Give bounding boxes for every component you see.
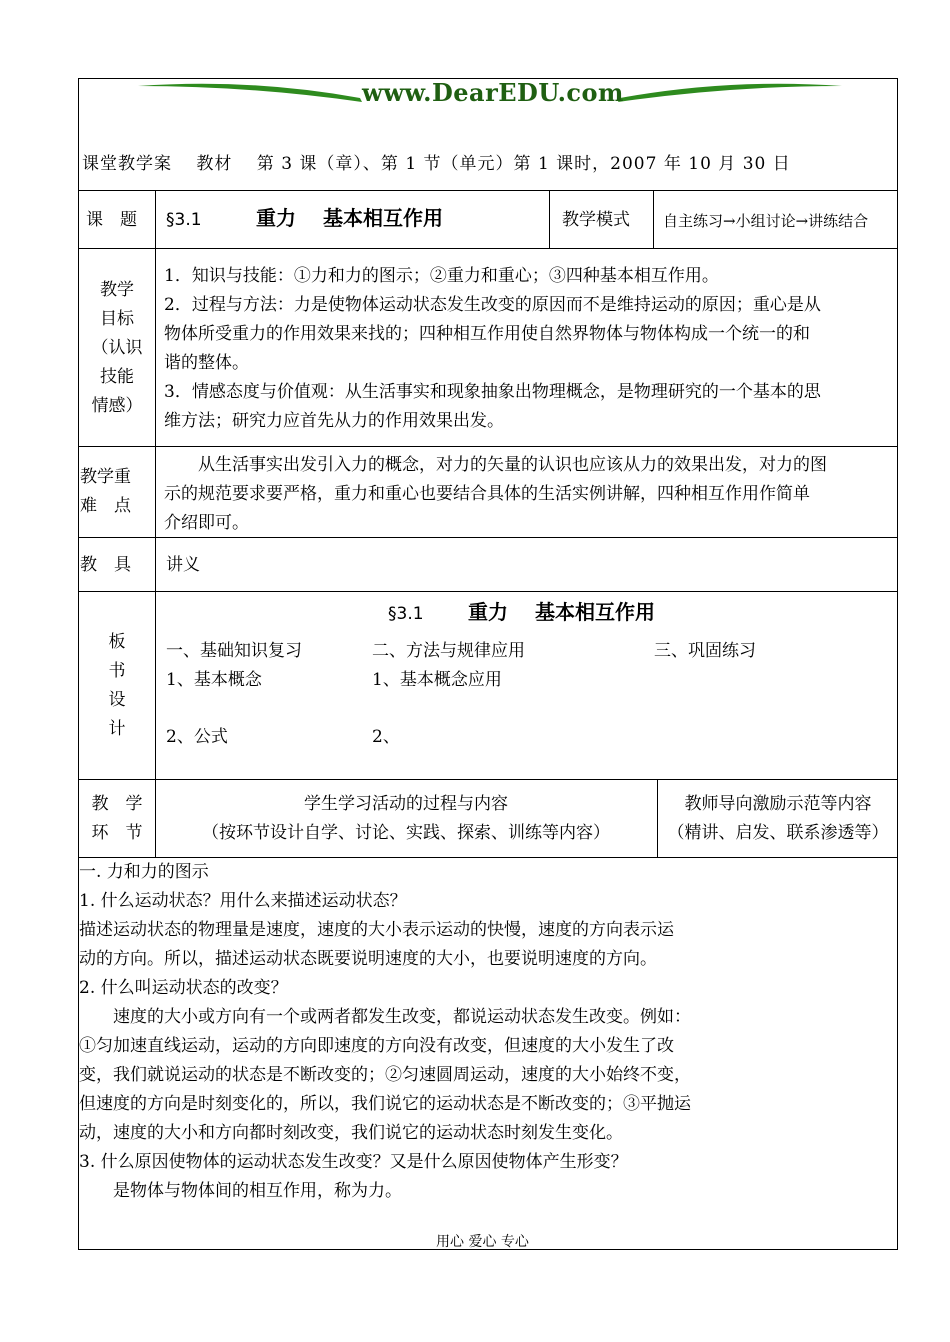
- tools-label: 教 具: [80, 555, 131, 575]
- lesson-content: 一. 力和力的图示 1. 什么运动状态？用什么来描述运动状态？ 描述运动状态的物理量是速度，速度的大小表示运动的快慢，速度的方向表示运 动的方向。所以，描述运动状态既要说明速度的大小，也要说明速度的方向。 2. 什么叫运动状态的改变？ 速度的大小或方向有一个或两者都发生改变，都说运动状态发生改变。例如： ①匀加速直线运动，运动的方向即速度的方向没有改变，但速度的大小发生了改 变，我们就说运动的状态是不断改变的；②匀速圆周运动，速度的大小始终不变， 但速度的方向是时刻变化的，所以，我们说它的运动状态是不断改变的；③平抛运 动，速度的大小和方向都时刻改变，我们说它的运动状态时刻发生变化。 3. 什么原因使物体的运动状态发生改变？又是什么原因使物体产生形变？ 是物体与物体间的相互作用，称为力。: [79, 862, 691, 1201]
- board-col3-heading: 三、巩固练习: [654, 641, 756, 661]
- board-col1-item: 2、公式: [166, 727, 228, 747]
- board-col2-item: 2、: [372, 727, 400, 747]
- board-heading-number: §3.1: [388, 604, 424, 624]
- topic-number: §3.1: [166, 210, 202, 230]
- logo-text: www.DearEDU.com: [362, 78, 624, 107]
- footer: 用心 爱心 专心: [436, 1234, 529, 1250]
- board-heading-title: 重力 基本相互作用: [468, 600, 655, 624]
- topic-title: 重力 基本相互作用: [256, 206, 443, 230]
- goals-label: 教学 目标 （认识 技能 情感）: [91, 280, 143, 416]
- board-label: 板 书 设 计: [108, 632, 126, 739]
- topic-label: 课 题: [86, 210, 137, 230]
- student-column-header: 学生学习活动的过程与内容 （按环节设计自学、讨论、实践、探索、训练等内容）: [202, 794, 610, 843]
- steps-label: 教 学 环 节: [91, 794, 143, 843]
- board-col1-heading: 一、基础知识复习: [166, 641, 302, 661]
- tools-value: 讲义: [166, 555, 200, 575]
- table-border-right: [897, 78, 898, 1250]
- mode-value: 自主练习→小组讨论→讲练结合: [663, 212, 869, 230]
- board-col1-item: 1、基本概念: [166, 670, 262, 690]
- key-points-label: 教学重 难 点: [80, 467, 131, 516]
- goals-text: 1．知识与技能：①力和力的图示；②重力和重心；③四种基本相互作用。 2．过程与方法：力是使物体运动状态发生改变的原因而不是维持运动的原因；重心是从 物体所受重力的作用效果来找的；四种相互作用使自然界物体与物体构成一个统一的和 谐的整体。 3．情感态度与价值观：从生活事实和现象抽象出物理概念，是物理研究的一个基本的思 维方法；研究力应首先从力的作用效果出发。: [164, 266, 821, 431]
- logo-banner: [130, 80, 850, 106]
- header-line: 课堂教学案 教材 第 3 课（章）、第 1 节（单元）第 1 课时，2007 年 10 月 30 日: [82, 154, 791, 174]
- key-points-text: 从生活事实出发引入力的概念，对力的矢量的认识也应该从力的效果出发，对力的图 示的规范要求要严格，重力和重心也要结合具体的生活实例讲解，四种相互作用作简单 介绍即可。: [164, 455, 827, 533]
- board-col2-item: 1、基本概念应用: [372, 670, 502, 690]
- teacher-column-header: 教师导向激励示范等内容 （精讲、启发、联系渗透等）: [667, 794, 889, 843]
- mode-label: 教学模式: [562, 210, 630, 230]
- board-col2-heading: 二、方法与规律应用: [372, 641, 525, 661]
